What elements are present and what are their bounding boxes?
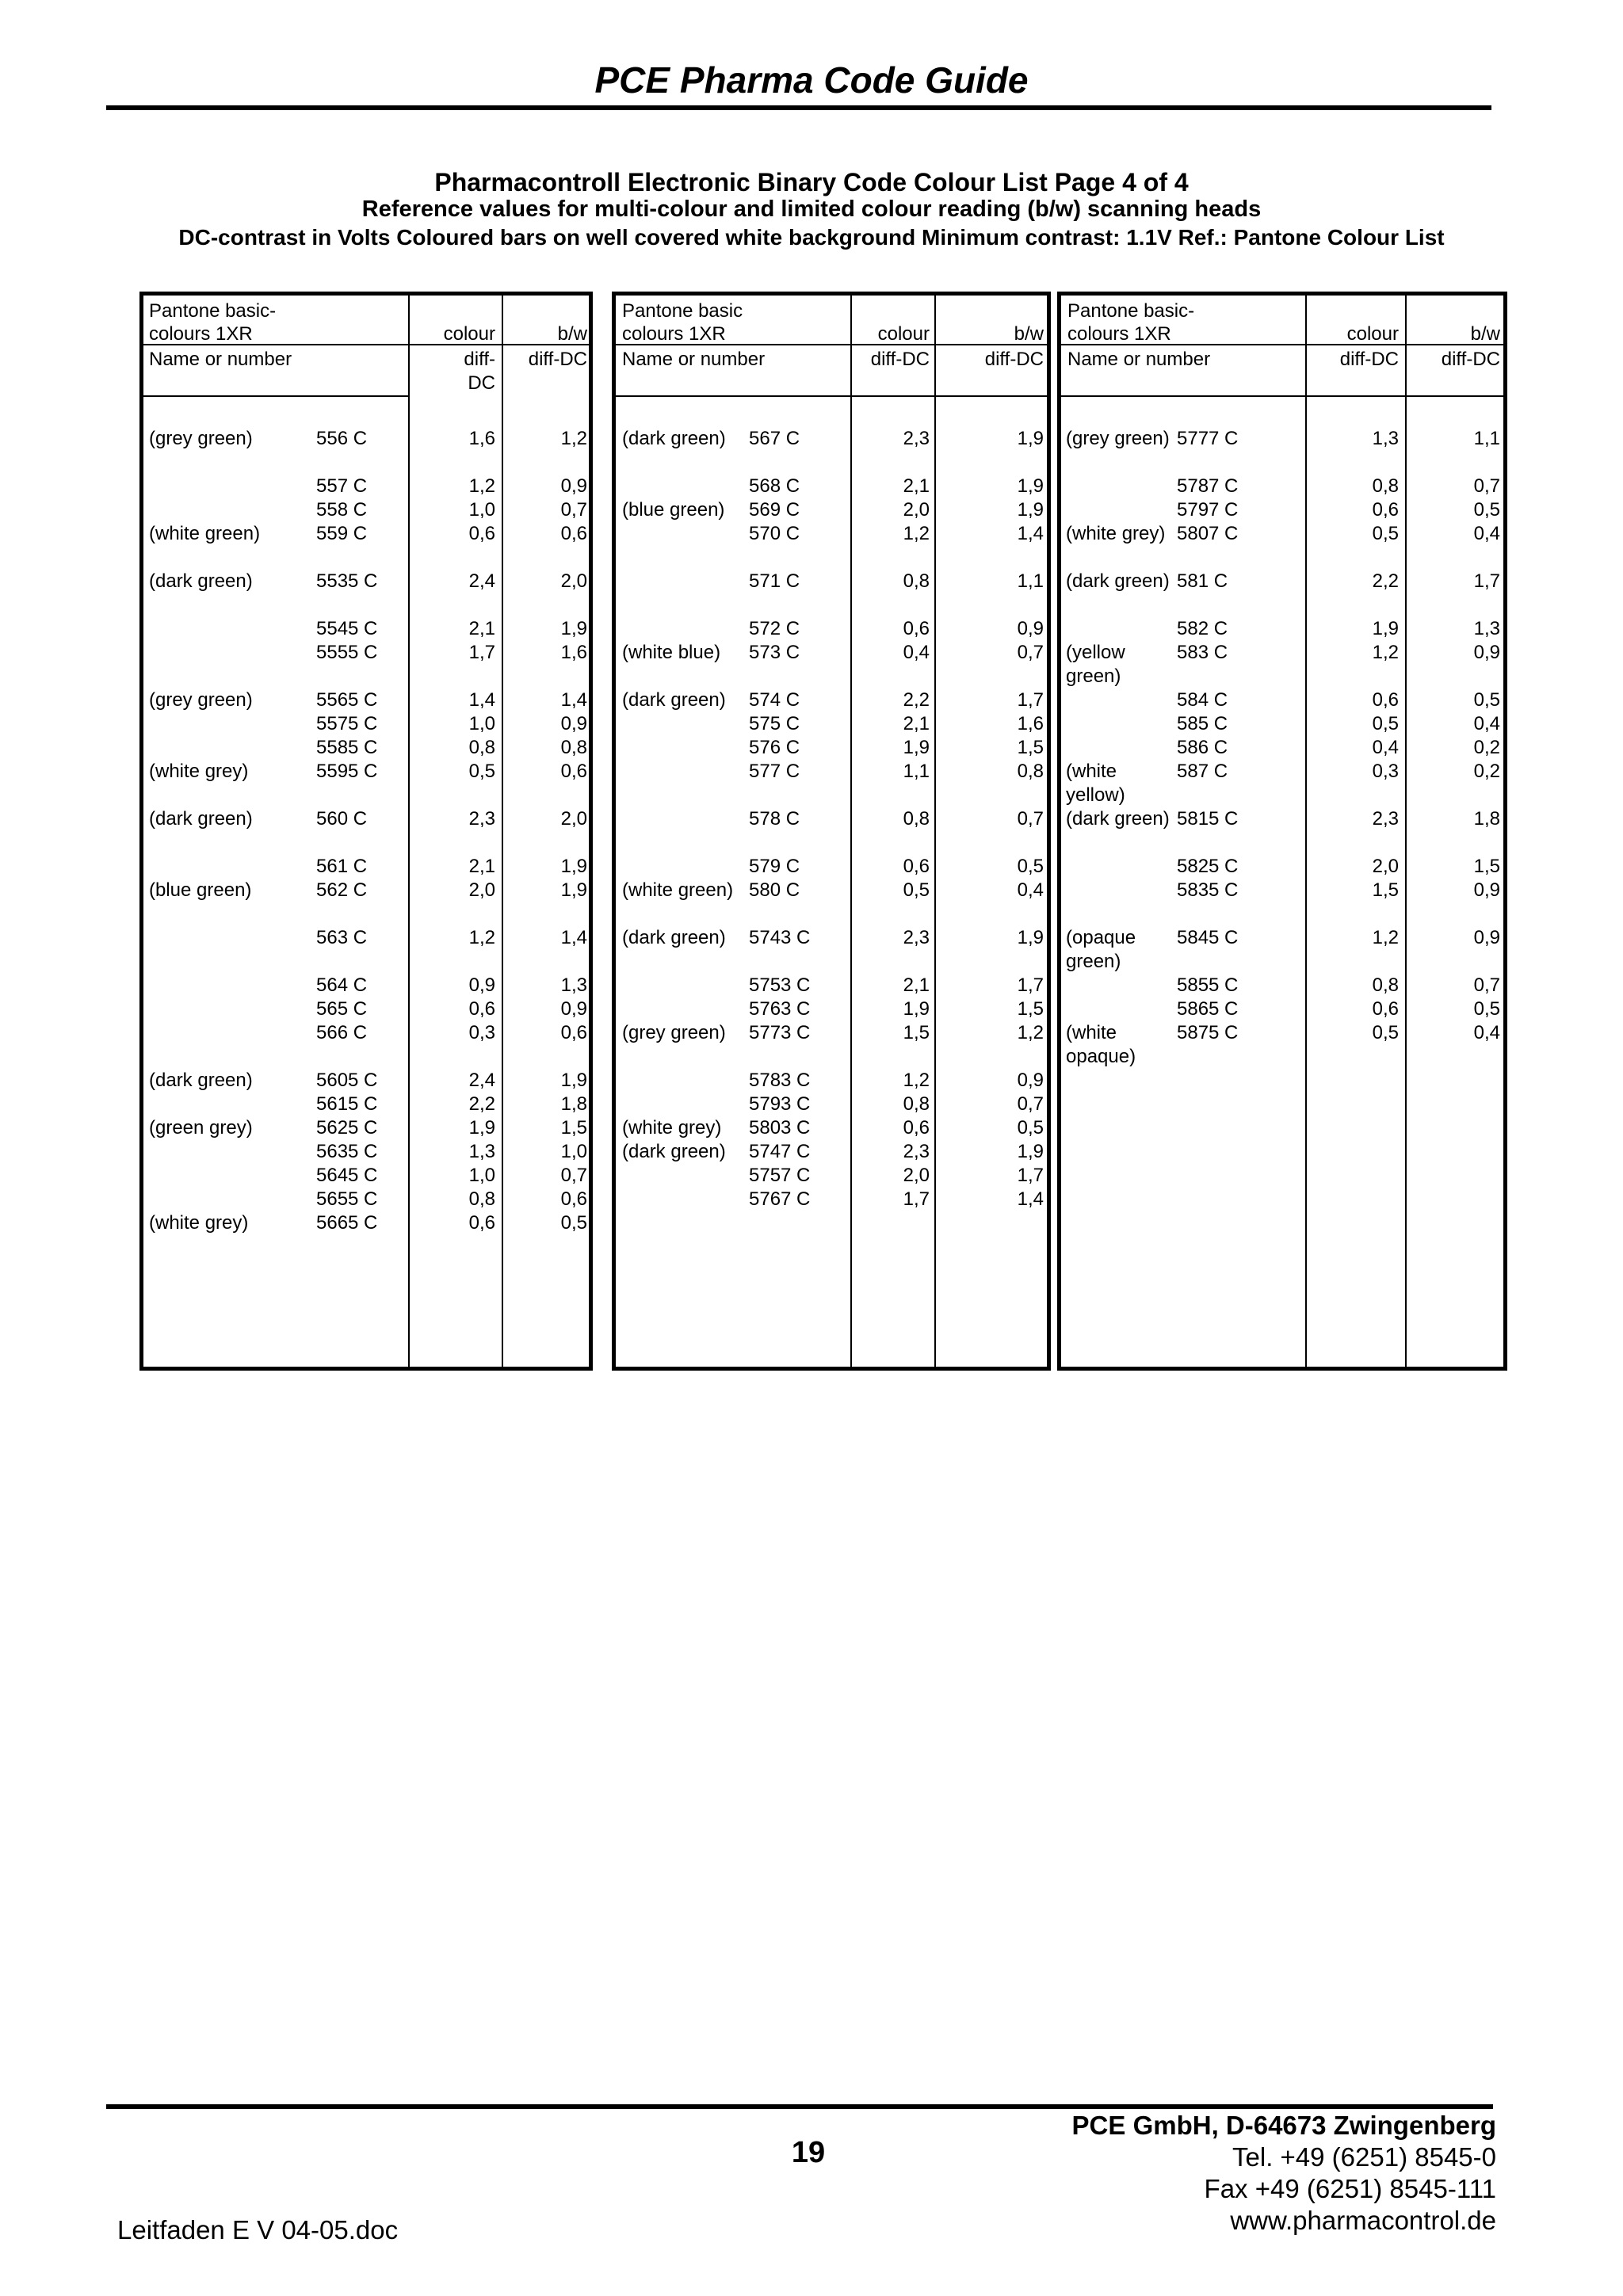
colour-name: (dark green) xyxy=(1066,808,1170,830)
colour-diff-value: 0,5 xyxy=(1372,523,1399,544)
bw-diff-value: 1,9 xyxy=(1017,428,1044,449)
colour-name: (white green) xyxy=(149,523,261,544)
pantone-code: 584 C xyxy=(1177,689,1228,711)
header-bw-diff: diff-DC xyxy=(984,349,1044,370)
pantone-code: 5585 C xyxy=(316,737,378,758)
pantone-code: 568 C xyxy=(749,475,800,497)
bw-diff-value: 1,9 xyxy=(1017,1141,1044,1162)
colour-diff-value: 2,1 xyxy=(468,618,495,639)
pantone-code: 5635 C xyxy=(316,1141,378,1162)
header-name-line1: Pantone basic- xyxy=(1067,300,1195,322)
pantone-code: 566 C xyxy=(316,1022,368,1043)
bw-diff-value: 0,7 xyxy=(1017,642,1044,663)
header-name-line2: colours 1XR xyxy=(149,323,253,345)
pantone-code: 5753 C xyxy=(749,974,811,996)
colour-name: (dark green) xyxy=(622,1141,726,1162)
pantone-code: 5807 C xyxy=(1177,523,1239,544)
pantone-code: 579 C xyxy=(749,856,800,877)
company-phone: Tel. +49 (6251) 8545-0 xyxy=(1232,2142,1496,2172)
colour-name: (grey green) xyxy=(149,689,253,711)
list-title: Pharmacontroll Electronic Binary Code Colour List Page 4 of 4 xyxy=(434,168,1189,196)
colour-diff-value: 0,6 xyxy=(468,523,495,544)
pantone-code: 561 C xyxy=(316,856,368,877)
colour-diff-value: 1,5 xyxy=(903,1022,930,1043)
bw-diff-value: 1,3 xyxy=(1473,618,1500,639)
pantone-code: 574 C xyxy=(749,689,800,711)
pantone-code: 578 C xyxy=(749,808,800,830)
colour-diff-value: 0,5 xyxy=(1372,713,1399,734)
header-bw: b/w xyxy=(557,323,587,345)
colour-table-2 xyxy=(612,292,1051,1371)
bw-diff-value: 1,8 xyxy=(1473,808,1500,830)
pantone-code: 5767 C xyxy=(749,1188,811,1210)
bw-diff-value: 1,9 xyxy=(560,856,587,877)
bw-diff-value: 1,5 xyxy=(560,1117,587,1138)
pantone-code: 577 C xyxy=(749,761,800,782)
colour-diff-value: 2,1 xyxy=(468,856,495,877)
colour-name: (dark green) xyxy=(622,689,726,711)
pantone-code: 5615 C xyxy=(316,1093,378,1115)
colour-diff-value: 1,2 xyxy=(1372,642,1399,663)
pantone-code: 567 C xyxy=(749,428,800,449)
document-title: PCE Pharma Code Guide xyxy=(594,59,1029,101)
header-name-line2: colours 1XR xyxy=(1067,323,1171,345)
colour-diff-value: 0,6 xyxy=(1372,998,1399,1020)
colour-name: (opaque green) xyxy=(1066,927,1136,972)
colour-diff-value: 0,9 xyxy=(468,974,495,996)
header-colour-diff: diff- xyxy=(464,349,495,370)
header-name-line1: Pantone basic- xyxy=(149,300,277,322)
pantone-code: 5793 C xyxy=(749,1093,811,1115)
pantone-code: 5855 C xyxy=(1177,974,1239,996)
colour-diff-value: 1,5 xyxy=(1372,879,1399,901)
colour-table-1 xyxy=(139,292,593,1371)
colour-diff-value: 2,2 xyxy=(468,1093,495,1115)
pantone-code: 565 C xyxy=(316,998,368,1020)
colour-diff-value: 2,4 xyxy=(468,570,495,592)
bw-diff-value: 0,9 xyxy=(1017,618,1044,639)
bw-diff-value: 0,9 xyxy=(1473,879,1500,901)
colour-name: (dark green) xyxy=(149,1070,253,1091)
colour-diff-value: 0,3 xyxy=(1372,761,1399,782)
colour-name: (yellow green) xyxy=(1066,642,1125,687)
pantone-code: 5875 C xyxy=(1177,1022,1239,1043)
bw-diff-value: 0,9 xyxy=(560,475,587,497)
pantone-code: 586 C xyxy=(1177,737,1228,758)
colour-diff-value: 1,3 xyxy=(468,1141,495,1162)
pantone-code: 585 C xyxy=(1177,713,1228,734)
document-filename: Leitfaden E V 04-05.doc xyxy=(117,2215,399,2245)
bw-diff-value: 0,5 xyxy=(560,1212,587,1234)
colour-diff-value: 2,0 xyxy=(468,879,495,901)
colour-diff-value: 2,2 xyxy=(903,689,930,711)
colour-diff-value: 1,9 xyxy=(903,737,930,758)
colour-diff-value: 2,3 xyxy=(903,927,930,948)
colour-diff-value: 2,4 xyxy=(468,1070,495,1091)
pantone-code: 5797 C xyxy=(1177,499,1239,521)
pantone-code: 5655 C xyxy=(316,1188,378,1210)
bw-diff-value: 0,5 xyxy=(1017,1117,1044,1138)
colour-diff-value: 0,3 xyxy=(468,1022,495,1043)
bw-diff-value: 1,3 xyxy=(560,974,587,996)
bw-diff-value: 1,7 xyxy=(1017,689,1044,711)
header-name-number: Name or number xyxy=(622,349,766,370)
colour-diff-value: 1,9 xyxy=(1372,618,1399,639)
colour-diff-value: 0,6 xyxy=(1372,689,1399,711)
colour-diff-value: 1,6 xyxy=(468,428,495,449)
pantone-code: 5595 C xyxy=(316,761,378,782)
colour-diff-value: 1,2 xyxy=(468,927,495,948)
pantone-code: 5845 C xyxy=(1177,927,1239,948)
bw-diff-value: 1,7 xyxy=(1017,1165,1044,1186)
pantone-code: 572 C xyxy=(749,618,800,639)
bw-diff-value: 0,6 xyxy=(560,761,587,782)
colour-diff-value: 0,5 xyxy=(903,879,930,901)
colour-diff-value: 1,2 xyxy=(903,523,930,544)
pantone-code: 556 C xyxy=(316,428,368,449)
pantone-code: 5555 C xyxy=(316,642,378,663)
header-bw: b/w xyxy=(1470,323,1500,345)
colour-diff-value: 1,2 xyxy=(1372,927,1399,948)
colour-diff-value: 0,8 xyxy=(903,1093,930,1115)
header-divider xyxy=(1061,395,1503,397)
pantone-code: 569 C xyxy=(749,499,800,521)
header-bw: b/w xyxy=(1014,323,1044,345)
bw-diff-value: 0,7 xyxy=(1017,808,1044,830)
bw-diff-value: 0,5 xyxy=(1473,689,1500,711)
bw-diff-value: 0,2 xyxy=(1473,761,1500,782)
colour-diff-value: 0,4 xyxy=(1372,737,1399,758)
colour-diff-value: 0,8 xyxy=(468,1188,495,1210)
bw-diff-value: 0,9 xyxy=(1017,1070,1044,1091)
colour-diff-value: 1,7 xyxy=(468,642,495,663)
header-bw-diff: diff-DC xyxy=(1441,349,1500,370)
colour-diff-value: 0,6 xyxy=(468,998,495,1020)
column-divider xyxy=(1305,296,1307,1367)
colour-diff-value: 0,6 xyxy=(903,856,930,877)
bw-diff-value: 1,5 xyxy=(1017,737,1044,758)
pantone-code: 562 C xyxy=(316,879,368,901)
bw-diff-value: 2,0 xyxy=(560,570,587,592)
bw-diff-value: 1,4 xyxy=(560,927,587,948)
pantone-code: 576 C xyxy=(749,737,800,758)
pantone-code: 5783 C xyxy=(749,1070,811,1091)
pantone-code: 5865 C xyxy=(1177,998,1239,1020)
bw-diff-value: 0,7 xyxy=(560,499,587,521)
bw-diff-value: 1,9 xyxy=(1017,475,1044,497)
pantone-code: 571 C xyxy=(749,570,800,592)
pantone-code: 573 C xyxy=(749,642,800,663)
bw-diff-value: 2,0 xyxy=(560,808,587,830)
colour-diff-value: 0,6 xyxy=(903,1117,930,1138)
bw-diff-value: 1,4 xyxy=(560,689,587,711)
colour-name: (white yellow) xyxy=(1066,761,1125,806)
colour-diff-value: 0,8 xyxy=(1372,475,1399,497)
bw-diff-value: 0,9 xyxy=(560,713,587,734)
bw-diff-value: 0,6 xyxy=(560,1022,587,1043)
pantone-code: 5815 C xyxy=(1177,808,1239,830)
bw-diff-value: 1,8 xyxy=(560,1093,587,1115)
header-colour: colour xyxy=(877,323,930,345)
header-divider xyxy=(616,395,1047,397)
footer-rule xyxy=(106,2104,1493,2109)
column-divider xyxy=(1405,296,1407,1367)
bw-diff-value: 0,6 xyxy=(560,523,587,544)
pantone-code: 564 C xyxy=(316,974,368,996)
header-colour-diff: diff-DC xyxy=(1339,349,1399,370)
bw-diff-value: 0,9 xyxy=(1473,927,1500,948)
colour-name: (dark green) xyxy=(149,570,253,592)
colour-name: (white grey) xyxy=(149,761,249,782)
colour-diff-value: 0,8 xyxy=(1372,974,1399,996)
pantone-code: 5747 C xyxy=(749,1141,811,1162)
bw-diff-value: 1,6 xyxy=(560,642,587,663)
colour-table-3 xyxy=(1057,292,1507,1371)
company-fax: Fax +49 (6251) 8545-111 xyxy=(1204,2174,1496,2203)
bw-diff-value: 0,4 xyxy=(1473,523,1500,544)
colour-name: (white grey) xyxy=(149,1212,249,1234)
colour-name: (dark green) xyxy=(1066,570,1170,592)
pantone-code: 5743 C xyxy=(749,927,811,948)
colour-diff-value: 1,7 xyxy=(903,1188,930,1210)
pantone-code: 5665 C xyxy=(316,1212,378,1234)
company-name: PCE GmbH, D-64673 Zwingenberg xyxy=(1071,2111,1496,2140)
colour-diff-value: 2,0 xyxy=(903,1165,930,1186)
bw-diff-value: 1,9 xyxy=(560,1070,587,1091)
bw-diff-value: 1,5 xyxy=(1017,998,1044,1020)
bw-diff-value: 1,4 xyxy=(1017,1188,1044,1210)
colour-diff-value: 0,6 xyxy=(1372,499,1399,521)
pantone-code: 5777 C xyxy=(1177,428,1239,449)
bw-diff-value: 0,5 xyxy=(1473,998,1500,1020)
pantone-code: 5575 C xyxy=(316,713,378,734)
pantone-code: 5763 C xyxy=(749,998,811,1020)
colour-name: (blue green) xyxy=(149,879,252,901)
colour-diff-value: 2,0 xyxy=(903,499,930,521)
bw-diff-value: 1,9 xyxy=(1017,927,1044,948)
bw-diff-value: 1,5 xyxy=(1473,856,1500,877)
pantone-code: 560 C xyxy=(316,808,368,830)
pantone-code: 563 C xyxy=(316,927,368,948)
pantone-code: 5625 C xyxy=(316,1117,378,1138)
colour-name: (white green) xyxy=(622,879,734,901)
pantone-code: 5787 C xyxy=(1177,475,1239,497)
colour-diff-value: 0,5 xyxy=(468,761,495,782)
bw-diff-value: 1,9 xyxy=(1017,499,1044,521)
pantone-code: 5825 C xyxy=(1177,856,1239,877)
header-name-line2: colours 1XR xyxy=(622,323,726,345)
header-colour: colour xyxy=(1346,323,1399,345)
colour-diff-value: 1,0 xyxy=(468,713,495,734)
bw-diff-value: 0,4 xyxy=(1473,713,1500,734)
header-name-line1: Pantone basic xyxy=(622,300,743,322)
bw-diff-value: 0,7 xyxy=(1473,974,1500,996)
pantone-code: 5545 C xyxy=(316,618,378,639)
colour-diff-value: 2,1 xyxy=(903,475,930,497)
pantone-code: 5535 C xyxy=(316,570,378,592)
bw-diff-value: 1,2 xyxy=(560,428,587,449)
colour-diff-value: 0,8 xyxy=(903,570,930,592)
pantone-code: 5645 C xyxy=(316,1165,378,1186)
colour-diff-value: 2,1 xyxy=(903,713,930,734)
bw-diff-value: 1,4 xyxy=(1017,523,1044,544)
bw-diff-value: 0,4 xyxy=(1473,1022,1500,1043)
bw-diff-value: 1,7 xyxy=(1017,974,1044,996)
bw-diff-value: 0,5 xyxy=(1473,499,1500,521)
colour-diff-value: 2,3 xyxy=(903,1141,930,1162)
pantone-code: 580 C xyxy=(749,879,800,901)
colour-diff-value: 1,0 xyxy=(468,499,495,521)
page-number: 19 xyxy=(791,2136,826,2169)
colour-name: (dark green) xyxy=(622,927,726,948)
pantone-code: 559 C xyxy=(316,523,368,544)
colour-diff-value: 1,1 xyxy=(903,761,930,782)
colour-diff-value: 2,3 xyxy=(468,808,495,830)
colour-name: (white grey) xyxy=(1066,523,1166,544)
bw-diff-value: 0,8 xyxy=(560,737,587,758)
pantone-code: 587 C xyxy=(1177,761,1228,782)
colour-diff-value: 1,2 xyxy=(468,475,495,497)
pantone-code: 5605 C xyxy=(316,1070,378,1091)
bw-diff-value: 1,0 xyxy=(560,1141,587,1162)
bw-diff-value: 0,5 xyxy=(1017,856,1044,877)
bw-diff-value: 0,4 xyxy=(1017,879,1044,901)
colour-name: (dark green) xyxy=(149,808,253,830)
header-colour-diff-2: DC xyxy=(468,372,495,394)
colour-diff-value: 0,6 xyxy=(468,1212,495,1234)
header-divider xyxy=(143,395,410,397)
colour-diff-value: 2,0 xyxy=(1372,856,1399,877)
bw-diff-value: 0,7 xyxy=(1017,1093,1044,1115)
colour-name: (grey green) xyxy=(149,428,253,449)
colour-diff-value: 0,5 xyxy=(1372,1022,1399,1043)
colour-name: (white grey) xyxy=(622,1117,722,1138)
colour-diff-value: 2,3 xyxy=(903,428,930,449)
bw-diff-value: 0,9 xyxy=(1473,642,1500,663)
pantone-code: 583 C xyxy=(1177,642,1228,663)
header-name-number: Name or number xyxy=(1067,349,1211,370)
colour-name: (green grey) xyxy=(149,1117,253,1138)
bw-diff-value: 1,1 xyxy=(1017,570,1044,592)
pantone-code: 5835 C xyxy=(1177,879,1239,901)
bw-diff-value: 1,9 xyxy=(560,879,587,901)
colour-diff-value: 1,9 xyxy=(903,998,930,1020)
header-colour-diff: diff-DC xyxy=(870,349,930,370)
colour-name: (blue green) xyxy=(622,499,725,521)
bw-diff-value: 0,6 xyxy=(560,1188,587,1210)
colour-diff-value: 1,9 xyxy=(468,1117,495,1138)
colour-diff-value: 1,4 xyxy=(468,689,495,711)
colour-name: (grey green) xyxy=(622,1022,726,1043)
colour-name: (dark green) xyxy=(622,428,726,449)
colour-diff-value: 1,2 xyxy=(903,1070,930,1091)
bw-diff-value: 1,6 xyxy=(1017,713,1044,734)
colour-diff-value: 1,3 xyxy=(1372,428,1399,449)
colour-diff-value: 2,3 xyxy=(1372,808,1399,830)
bw-diff-value: 1,9 xyxy=(560,618,587,639)
colour-diff-value: 2,2 xyxy=(1372,570,1399,592)
colour-name: (white opaque) xyxy=(1066,1022,1136,1067)
pantone-code: 570 C xyxy=(749,523,800,544)
header-name-number: Name or number xyxy=(149,349,292,370)
colour-diff-value: 0,8 xyxy=(903,808,930,830)
bw-diff-value: 0,2 xyxy=(1473,737,1500,758)
colour-diff-value: 0,6 xyxy=(903,618,930,639)
bw-diff-value: 0,7 xyxy=(1473,475,1500,497)
pantone-code: 581 C xyxy=(1177,570,1228,592)
list-subtitle: Reference values for multi-colour and limited colour reading (b/w) scanning heads xyxy=(361,196,1262,222)
pantone-code: 5565 C xyxy=(316,689,378,711)
pantone-code: 5803 C xyxy=(749,1117,811,1138)
pantone-code: 557 C xyxy=(316,475,368,497)
pantone-code: 582 C xyxy=(1177,618,1228,639)
colour-diff-value: 1,0 xyxy=(468,1165,495,1186)
colour-name: (white blue) xyxy=(622,642,721,663)
bw-diff-value: 1,1 xyxy=(1473,428,1500,449)
bw-diff-value: 1,2 xyxy=(1017,1022,1044,1043)
header-bw-diff: diff-DC xyxy=(528,349,587,370)
colour-diff-value: 0,8 xyxy=(468,737,495,758)
colour-name: (grey green) xyxy=(1066,428,1170,449)
company-website[interactable]: www.pharmacontrol.de xyxy=(1230,2206,1496,2235)
bw-diff-value: 0,7 xyxy=(560,1165,587,1186)
colour-diff-value: 0,4 xyxy=(903,642,930,663)
pantone-code: 558 C xyxy=(316,499,368,521)
bw-diff-value: 1,7 xyxy=(1473,570,1500,592)
header-colour: colour xyxy=(443,323,495,345)
pantone-code: 5773 C xyxy=(749,1022,811,1043)
pantone-code: 575 C xyxy=(749,713,800,734)
bw-diff-value: 0,9 xyxy=(560,998,587,1020)
colour-diff-value: 2,1 xyxy=(903,974,930,996)
pantone-code: 5757 C xyxy=(749,1165,811,1186)
bw-diff-value: 0,8 xyxy=(1017,761,1044,782)
list-conditions: DC-contrast in Volts Coloured bars on well covered white background Minimum contrast: 1.1V Ref.: Pantone Colour List xyxy=(178,225,1445,250)
title-rule xyxy=(106,105,1491,110)
